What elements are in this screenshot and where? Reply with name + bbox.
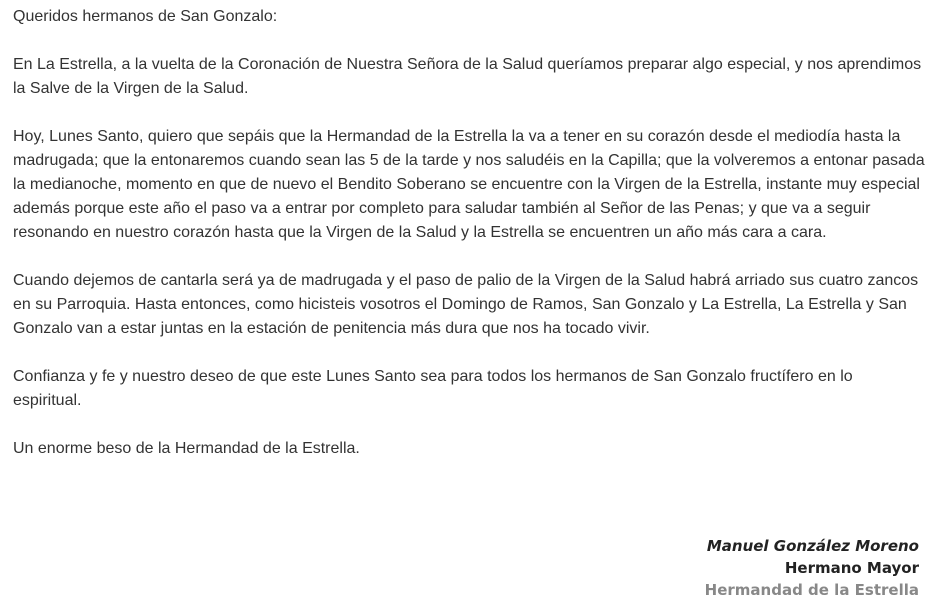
- letter-greeting: Queridos hermanos de San Gonzalo:: [13, 8, 278, 25]
- letter-paragraph: En La Estrella, a la vuelta de la Coronación de Nuestra Señora de la Salud queríamos preparar algo especial, y nos aprendimos la Salve de la Virgen de la Salud.: [13, 56, 922, 97]
- letter-paragraph: Hoy, Lunes Santo, quiero que sepáis que la Hermandad de la Estrella la va a tener en su corazón desde el mediodía hasta la madrugada; que la entonaremos cuando sean las 5 de la tarde y nos saludéis en la Capilla; que la volveremos a entonar pasada la medianoche, momento en que de nuevo el Bendito Soberano se encuentre con la Virgen de la Estrella, instante muy especial además porque este año el paso va a entrar por completo para saludar también al Señor de las Penas; y que va a seguir resonando en nuestro corazón hasta que la Virgen de la Salud y la Estrella se encuentren un año más cara a cara.: [13, 128, 925, 241]
- letter-body: [13, 5, 925, 461]
- letter-paragraph: Cuando dejemos de cantarla será ya de madrugada y el paso de palio de la Virgen de la Salud habrá arriado sus cuatro zancos en su Parroquia. Hasta entonces, como hicisteis vosotros el Domingo de Ramos, San Gonzalo y La Estrella, La Estrella y San Gonzalo van a estar juntas en la estación de penitencia más dura que nos ha tocado vivir.: [13, 272, 919, 337]
- letter-paragraph: Confianza y fe y nuestro deseo de que este Lunes Santo sea para todos los hermanos de San Gonzalo fructífero en lo espiritual.: [13, 368, 853, 409]
- signature-role: Hermano Mayor: [784, 559, 919, 577]
- letter-closing: Un enorme beso de la Hermandad de la Estrella.: [13, 440, 360, 457]
- signature-block: [705, 535, 919, 601]
- signature-name: Manuel González Moreno: [706, 537, 919, 555]
- signature-organization: Hermandad de la Estrella: [704, 581, 919, 599]
